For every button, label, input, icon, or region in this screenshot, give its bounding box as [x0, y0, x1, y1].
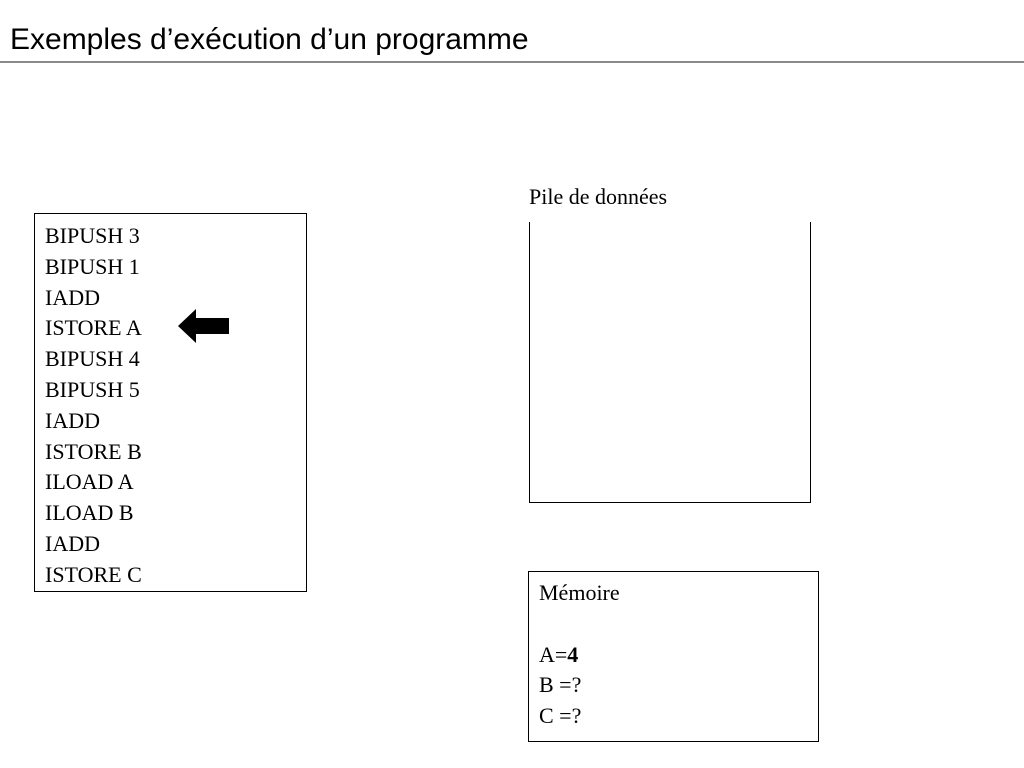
program-line: BIPUSH 3 — [45, 223, 140, 248]
memory-var-value: ? — [571, 703, 582, 729]
slide-title: Exemples d’exécution d’un programme — [10, 23, 529, 56]
memory-var-value: ? — [571, 672, 582, 698]
program-line: IADD — [45, 530, 100, 556]
program-line-current: ISTORE A — [45, 315, 142, 341]
memory-entry-b — [539, 670, 818, 701]
memory-label: Mémoire — [539, 580, 620, 605]
memory-var-name: B = — [539, 672, 572, 698]
memory-entry-c — [539, 701, 818, 732]
title-divider — [0, 61, 1024, 63]
memory-var-name: C = — [539, 703, 572, 729]
program-line: ILOAD A — [45, 469, 134, 495]
memory-spacer — [539, 609, 818, 640]
program-line: BIPUSH 1 — [45, 253, 140, 279]
program-line: BIPUSH 4 — [45, 346, 140, 372]
program-line: ISTORE B — [45, 438, 142, 464]
left-arrow-icon — [177, 308, 231, 349]
memory-entry-a — [539, 640, 818, 671]
program-line: IADD — [45, 407, 100, 433]
stack-label: Pile de données — [529, 184, 668, 209]
memory-var-value: 4 — [567, 641, 579, 667]
data-stack — [529, 222, 811, 503]
program-listing — [34, 213, 307, 592]
memory-var-name: A= — [539, 641, 568, 667]
program-line: ISTORE C — [45, 561, 142, 587]
memory-panel — [528, 571, 819, 742]
program-line: IADD — [45, 284, 100, 310]
program-line: ILOAD B — [45, 500, 134, 526]
program-line: BIPUSH 5 — [45, 376, 140, 402]
